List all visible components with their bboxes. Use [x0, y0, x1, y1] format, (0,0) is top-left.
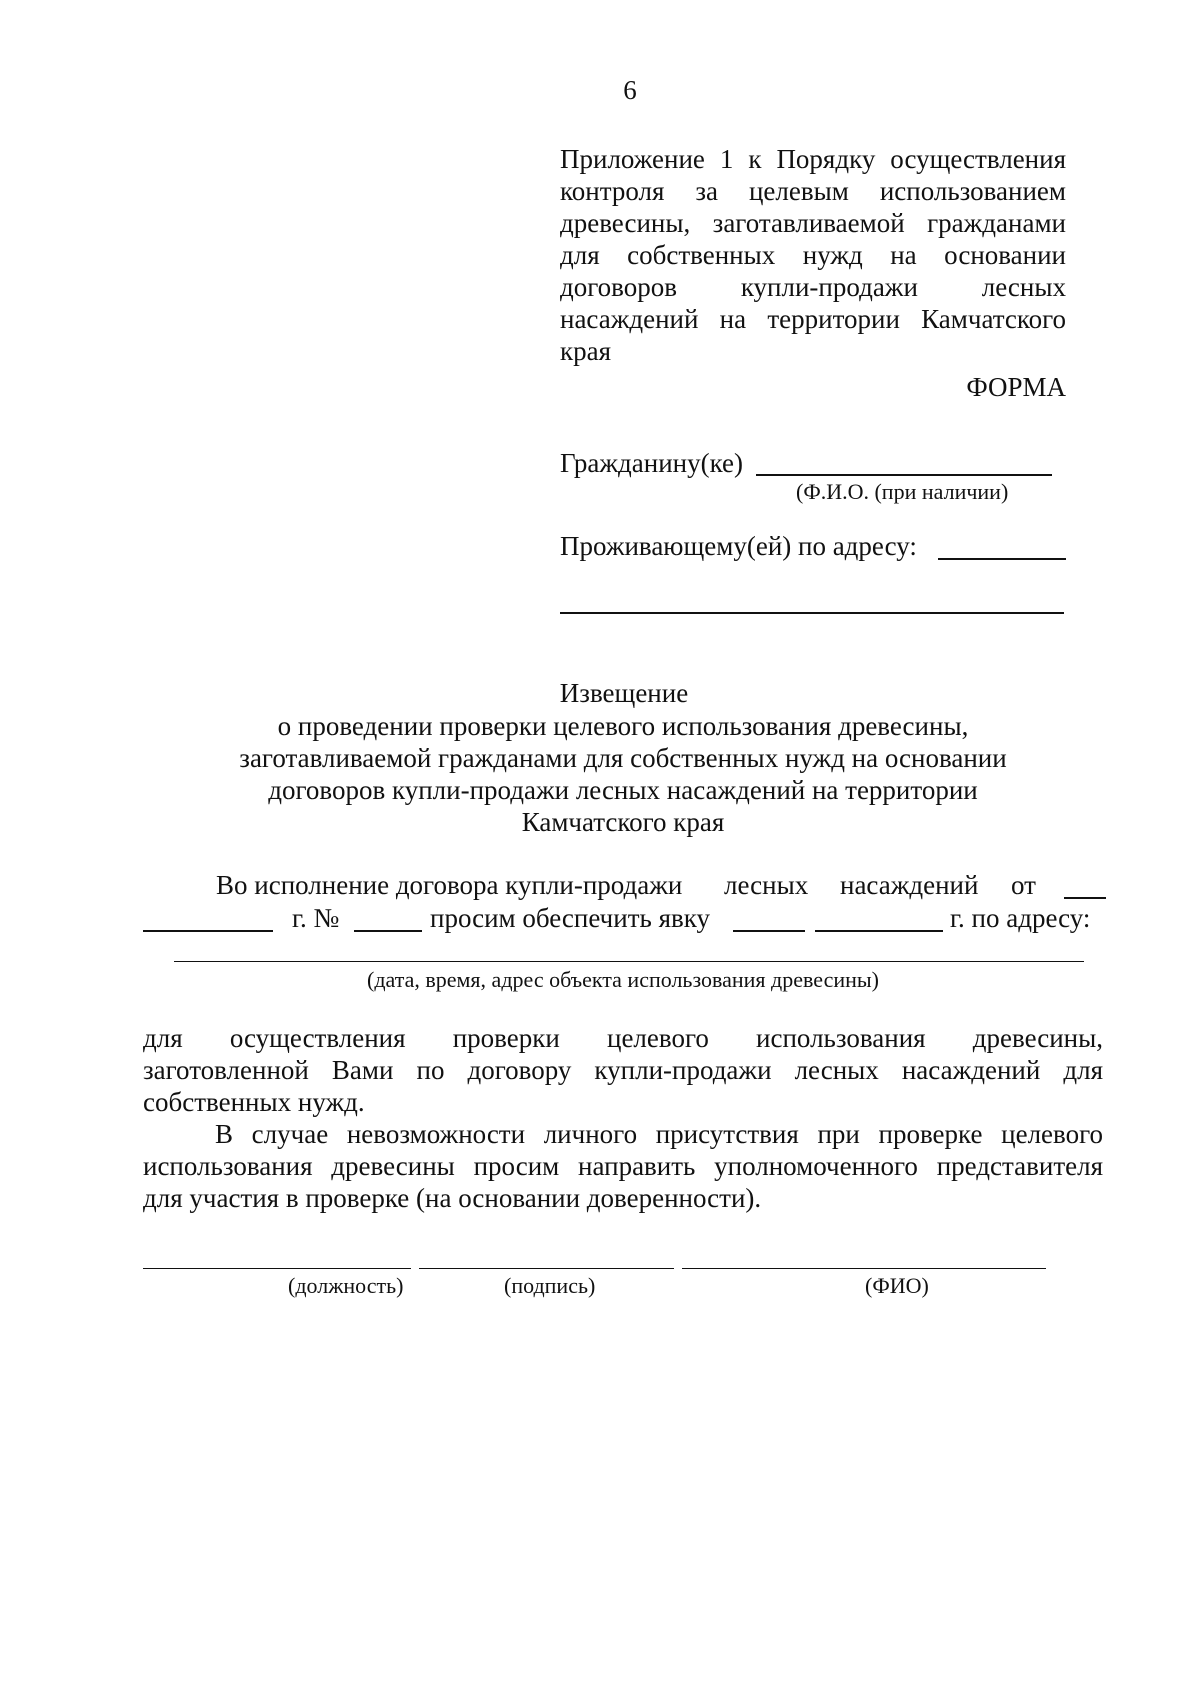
contract-from: от	[1011, 870, 1036, 900]
address-label: Проживающему(ей) по адресу:	[560, 531, 917, 561]
notice-title-line: заготавливаемой гражданами для собственных нужд на основании	[239, 743, 1007, 773]
contract-number-line[interactable]	[354, 930, 422, 932]
appendix-line: древесины, заготавливаемой гражданами	[560, 208, 1066, 238]
contract-date-line[interactable]	[143, 930, 273, 932]
paragraph-line: для участия в проверке (на основании доверенности).	[143, 1183, 762, 1213]
year-number-label: г. №	[292, 903, 340, 933]
appendix-line: насаждений на территории Камчатского	[560, 304, 1066, 334]
contract-text: Во исполнение договора купли-продажи	[216, 870, 683, 900]
appendix-line: края	[560, 336, 612, 366]
form-label: ФОРМА	[966, 372, 1066, 402]
address-hint: (дата, время, адрес объекта использования древесины)	[367, 967, 879, 992]
appendix-line: договоров купли-продажи лесных	[560, 272, 1066, 302]
notice-title-line: о проведении проверки целевого использования древесины,	[277, 711, 969, 741]
fio-hint: (Ф.И.О. (при наличии)	[796, 479, 1009, 504]
signature-line[interactable]	[419, 1268, 674, 1269]
citizen-label: Гражданину(ке)	[560, 448, 744, 478]
notice-title	[143, 710, 1103, 838]
paragraph-2	[143, 1118, 1103, 1214]
request-text: просим обеспечить явку	[430, 903, 710, 933]
notice-heading: Извещение	[559, 678, 689, 708]
signature-hint: (подпись)	[504, 1273, 596, 1298]
paragraph-line: использования древесины просим направить уполномоченного представителя	[143, 1151, 1103, 1181]
appendix-line: для собственных нужд на основании	[560, 240, 1066, 270]
page-number: 6	[623, 75, 637, 105]
address-line-1[interactable]	[938, 558, 1066, 560]
notice-title-line: договоров купли-продажи лесных насаждений на территории	[268, 775, 978, 805]
appendix-line: Приложение 1 к Порядку осуществления	[560, 144, 1066, 174]
appendix-line: контроля за целевым использованием	[560, 176, 1066, 206]
citizen-name-line[interactable]	[756, 474, 1052, 476]
contract-date-day-line[interactable]	[1064, 897, 1106, 899]
appearance-time-line[interactable]	[815, 930, 943, 932]
appendix-header	[560, 143, 1066, 367]
paragraph-line: заготовленной Вами по договору купли-продажи лесных насаждений для	[143, 1055, 1103, 1085]
paragraph-line: В случае невозможности личного присутствия при проверке целевого	[215, 1119, 1103, 1149]
position-line[interactable]	[143, 1268, 411, 1269]
notice-title-line: Камчатского края	[521, 807, 725, 837]
paragraph-line: для осуществления проверки целевого использования древесины,	[143, 1023, 1103, 1053]
address-line-2[interactable]	[560, 612, 1064, 614]
fio-hint-2: (ФИО)	[865, 1273, 929, 1298]
object-address-line[interactable]	[174, 961, 1084, 962]
appearance-date-line[interactable]	[733, 930, 805, 932]
contract-word: лесных	[724, 870, 809, 900]
contract-word: насаждений	[840, 870, 979, 900]
fio-line[interactable]	[682, 1268, 1046, 1269]
paragraph-1	[143, 1022, 1103, 1118]
address-label-2: г. по адресу:	[950, 903, 1091, 933]
paragraph-line: собственных нужд.	[143, 1087, 365, 1117]
position-hint: (должность)	[288, 1273, 404, 1298]
